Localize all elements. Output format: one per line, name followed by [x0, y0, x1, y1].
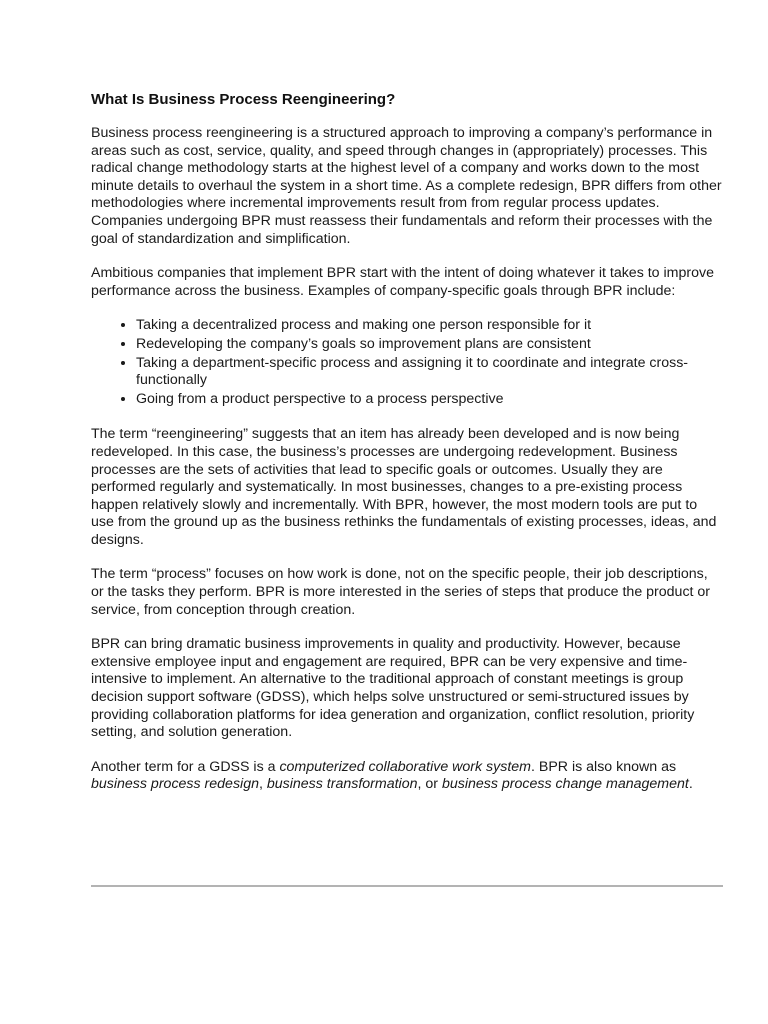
- list-item: • Redeveloping the company’s goals so improvement plans are consistent: [136, 336, 723, 354]
- paragraph-gdss: BPR can bring dramatic business improvements in quality and productivity. However, because extensive employee input and engagement are required, BPR can be very expensive and time-intensive to implement. An alternative to the traditional approach of constant meetings is group decision support software (GDSS), which helps solve unstructured or semi-structured issues by providing collaboration platforms for idea generation and organization, conflict resolution, priority setting, and solution generation.: [91, 636, 695, 741]
- document-page: [91, 90, 723, 811]
- paragraph-other-terms: [91, 759, 723, 794]
- italic-term: business transformation: [266, 776, 418, 793]
- list-item: • Taking a decentralized process and making one person responsible for it: [136, 317, 723, 335]
- paragraph-definition: Business process reengineering is a structured approach to improving a company’s performance in areas such as cost, service, quality, and speed through changes in (appropriately) processes. This radical change methodology starts at the highest level of a company and works down to the most minute details to overhaul the system in a short time. As a complete redesign, BPR differs from other methodologies where incremental improvements result from from regular process updates. Companies undergoing BPR must reassess their fundamentals and reform their processes with the goal of standardization and simplification.: [91, 125, 722, 247]
- goals-list: [91, 317, 723, 408]
- list-item: • Taking a department-specific process and assigning it to coordinate and integrate cross-functionally: [136, 355, 723, 390]
- text-segment: , or: [417, 776, 442, 793]
- horizontal-divider: [91, 885, 723, 887]
- text-segment: ,: [258, 776, 267, 793]
- paragraph-process: The term “process” focuses on how work is done, not on the specific people, their job descriptions, or the tasks they perform. BPR is more interested in the series of steps that produce the product or service, from conception through creation.: [91, 566, 711, 618]
- text-segment: Another term for a GDSS is a: [91, 758, 280, 775]
- italic-term: business process redesign: [91, 776, 259, 793]
- page-title: What Is Business Process Reengineering?: [91, 91, 396, 108]
- italic-term: business process change management: [441, 776, 689, 793]
- italic-term: computerized collaborative work system: [279, 758, 531, 775]
- list-item: • Going from a product perspective to a process perspective: [136, 391, 723, 409]
- paragraph-reengineering: The term “reengineering” suggests that an item has already been developed and is now being redeveloped. In this case, the business’s processes are undergoing redevelopment. Business processes are the sets of activities that lead to specific goals or outcomes. Usually they are performed regularly and systematically. In most businesses, changes to a pre-existing process happen relatively slowly and incrementally. With BPR, however, the most modern tools are put to use from the ground up as the business rethinks the fundamentals of existing processes, ideas, and designs.: [91, 426, 717, 548]
- text-segment: .: [688, 776, 693, 793]
- paragraph-goals-intro: Ambitious companies that implement BPR start with the intent of doing whatever it takes to improve performance across the business. Examples of company-specific goals through BPR include:: [91, 265, 714, 299]
- text-segment: . BPR is also known as: [530, 758, 677, 775]
